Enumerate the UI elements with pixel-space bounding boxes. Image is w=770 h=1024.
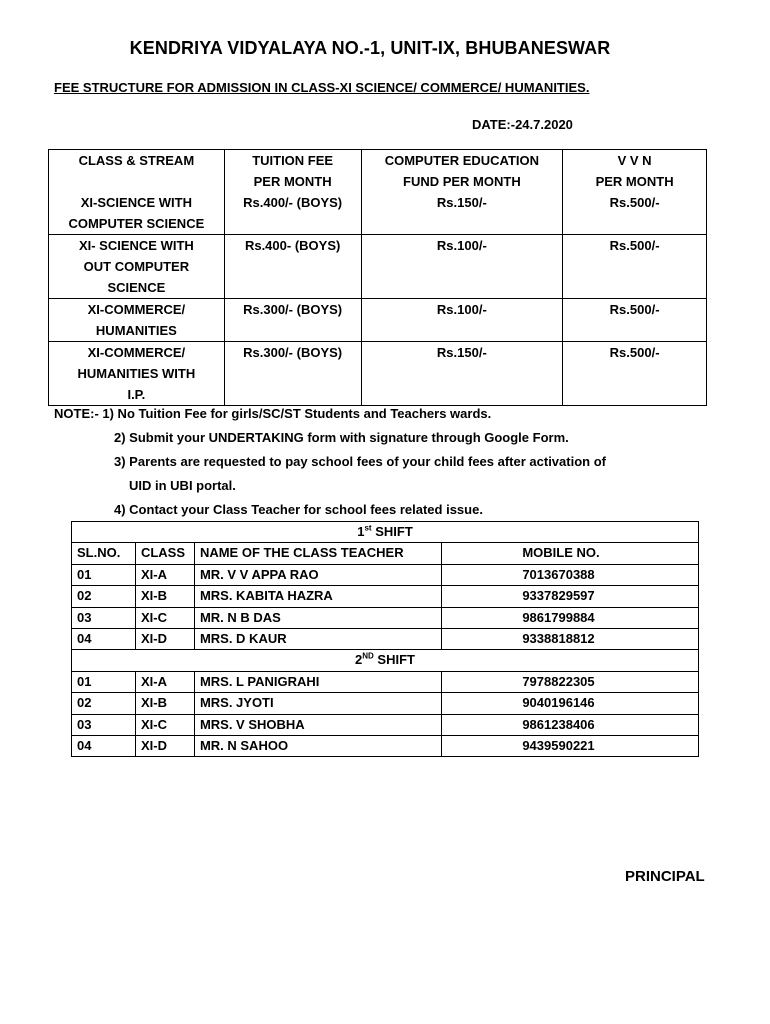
sl-no-cell: 04	[72, 629, 136, 650]
header-mobile: MOBILE NO.	[442, 543, 699, 564]
vvn-cell: Rs.500/-	[563, 192, 707, 235]
sl-no-cell: 01	[72, 564, 136, 585]
table-row	[72, 693, 699, 714]
shift-heading-row	[72, 522, 699, 543]
stream-cell: XI- SCIENCE WITH OUT COMPUTER SCIENCE	[49, 235, 225, 299]
header-teacher-name: NAME OF THE CLASS TEACHER	[194, 543, 441, 564]
note-2: 2) Submit your UNDERTAKING form with signature through Google Form.	[114, 430, 569, 445]
table-row	[72, 671, 699, 692]
header-computer-fund: COMPUTER EDUCATION FUND PER MONTH	[361, 150, 563, 193]
mobile-cell: 9861799884	[442, 607, 699, 628]
header-tuition-fee: TUITION FEE PER MONTH	[224, 150, 361, 193]
table-row	[72, 714, 699, 735]
sl-no-cell: 02	[72, 586, 136, 607]
sl-no-cell: 03	[72, 607, 136, 628]
class-cell: XI-B	[135, 693, 194, 714]
class-cell: XI-C	[135, 607, 194, 628]
sl-no-cell: 03	[72, 714, 136, 735]
class-cell: XI-A	[135, 671, 194, 692]
table-row	[72, 736, 699, 757]
mobile-cell: 9040196146	[442, 693, 699, 714]
sl-no-cell: 04	[72, 736, 136, 757]
tuition-cell: Rs.400/- (BOYS)	[224, 192, 361, 235]
teacher-name-cell: MRS. V SHOBHA	[194, 714, 441, 735]
mobile-cell: 7013670388	[442, 564, 699, 585]
document-subtitle: FEE STRUCTURE FOR ADMISSION IN CLASS-XI SCIENCE/ COMMERCE/ HUMANITIES.	[54, 80, 590, 95]
document-date: DATE:-24.7.2020	[472, 117, 573, 132]
sl-no-cell: 02	[72, 693, 136, 714]
vvn-cell: Rs.500/-	[563, 342, 707, 406]
stream-cell: XI-COMMERCE/ HUMANITIES WITH I.P.	[49, 342, 225, 406]
class-cell: XI-D	[135, 736, 194, 757]
table-row	[49, 299, 707, 342]
header-vvn: V V N PER MONTH	[563, 150, 707, 193]
school-title: KENDRIYA VIDYALAYA NO.-1, UNIT-IX, BHUBANESWAR	[129, 38, 611, 58]
mobile-cell: 9439590221	[442, 736, 699, 757]
table-row	[49, 192, 707, 235]
tuition-cell: Rs.300/- (BOYS)	[224, 299, 361, 342]
class-cell: XI-D	[135, 629, 194, 650]
teacher-name-cell: MR. N B DAS	[194, 607, 441, 628]
notes-section	[54, 402, 606, 522]
teacher-name-cell: MR. V V APPA RAO	[194, 564, 441, 585]
header-sl-no: SL.NO.	[72, 543, 136, 564]
contact-header-row	[72, 543, 699, 564]
note-3-continued: UID in UBI portal.	[129, 478, 236, 493]
computer-fund-cell: Rs.150/-	[361, 192, 563, 235]
header-class-stream: CLASS & STREAM	[49, 150, 225, 193]
teacher-name-cell: MRS. JYOTI	[194, 693, 441, 714]
table-row	[49, 235, 707, 299]
fee-table-header	[49, 150, 707, 193]
computer-fund-cell: Rs.100/-	[361, 299, 563, 342]
mobile-cell: 9861238406	[442, 714, 699, 735]
mobile-cell: 9338818812	[442, 629, 699, 650]
computer-fund-cell: Rs.150/-	[361, 342, 563, 406]
table-row	[72, 607, 699, 628]
mobile-cell: 7978822305	[442, 671, 699, 692]
sl-no-cell: 01	[72, 671, 136, 692]
note-3: 3) Parents are requested to pay school fees of your child fees after activation of	[114, 454, 606, 469]
class-cell: XI-B	[135, 586, 194, 607]
table-row	[72, 629, 699, 650]
teacher-name-cell: MRS. L PANIGRAHI	[194, 671, 441, 692]
fee-structure-table	[48, 149, 707, 406]
table-row	[72, 586, 699, 607]
principal-signatory: PRINCIPAL	[625, 868, 705, 885]
stream-cell: XI-COMMERCE/ HUMANITIES	[49, 299, 225, 342]
tuition-cell: Rs.400- (BOYS)	[224, 235, 361, 299]
class-teacher-table	[71, 521, 699, 757]
computer-fund-cell: Rs.100/-	[361, 235, 563, 299]
shift-2-heading: 2ND SHIFT	[72, 650, 699, 671]
stream-cell: XI-SCIENCE WITH COMPUTER SCIENCE	[49, 192, 225, 235]
teacher-name-cell: MRS. D KAUR	[194, 629, 441, 650]
shift-1-heading: 1st SHIFT	[72, 522, 699, 543]
teacher-name-cell: MR. N SAHOO	[194, 736, 441, 757]
mobile-cell: 9337829597	[442, 586, 699, 607]
note-4: 4) Contact your Class Teacher for school fees related issue.	[114, 502, 483, 517]
vvn-cell: Rs.500/-	[563, 299, 707, 342]
table-row	[72, 564, 699, 585]
vvn-cell: Rs.500/-	[563, 235, 707, 299]
teacher-name-cell: MRS. KABITA HAZRA	[194, 586, 441, 607]
header-class: CLASS	[135, 543, 194, 564]
tuition-cell: Rs.300/- (BOYS)	[224, 342, 361, 406]
note-1: NOTE:- 1) No Tuition Fee for girls/SC/ST Students and Teachers wards.	[54, 406, 492, 421]
class-cell: XI-C	[135, 714, 194, 735]
shift-heading-row	[72, 650, 699, 671]
table-row	[49, 342, 707, 406]
class-cell: XI-A	[135, 564, 194, 585]
